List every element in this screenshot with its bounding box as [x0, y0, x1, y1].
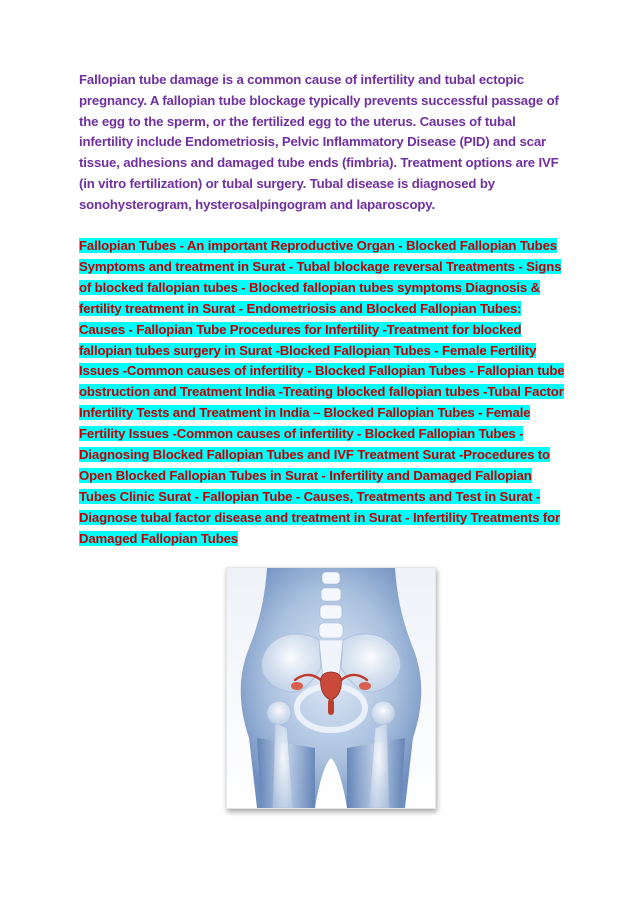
pelvis-anatomy-image: [227, 568, 435, 808]
keyword-paragraph: [79, 236, 569, 550]
intro-paragraph: Fallopian tube damage is a common cause of infertility and tubal ectopic pregnancy. A fallopian tube blockage typically prevents successful passage of the egg to the sperm, or the fertilized egg to the uterus. Causes of tubal infertility include Endometriosis, Pelvic Inflammatory Disease (PID) and scar tissue, adhesions and damaged tube ends (fimbria). Treatment options are IVF (in vitro fertilization) or tubal surgery. Tubal disease is diagnosed by sonohysterogram, hysterosalpingogram and laparoscopy.: [79, 72, 559, 212]
pelvis-illustration: [226, 567, 436, 809]
highlighted-keywords: Fallopian Tubes - An important Reproductive Organ - Blocked Fallopian Tubes Symptoms and treatment in Surat - Tubal blockage reversal Treatments - Signs of blocked fallopian tubes - Blocked fallopian tubes symptoms Diagnosis & fertility treatment in Surat - Endometriosis and Blocked Fallopian Tubes: Causes - Fallopian Tube Procedures for Infertility -Treatment for blocked fallopian tubes surgery in Surat -Blocked Fallopian Tubes - Female Fertility Issues -Common causes of infertility - Blocked Fallopian Tubes - Fallopian tube obstruction and Treatment India -Treating blocked fallopian tubes -Tubal Factor Infertility Tests and Treatment in India – Blocked Fallopian Tubes - Female Fertility Issues -Common causes of infertility - Blocked Fallopian Tubes -Diagnosing Blocked Fallopian Tubes and IVF Treatment Surat -Procedures to Open Blocked Fallopian Tubes in Surat - Infertility and Damaged Fallopian Tubes Clinic Surat - Fallopian Tube - Causes, Treatments and Test in Surat - Diagnose tubal factor disease and treatment in Surat - Infertility Treatments for Damaged Fallopian Tubes: [79, 238, 565, 546]
